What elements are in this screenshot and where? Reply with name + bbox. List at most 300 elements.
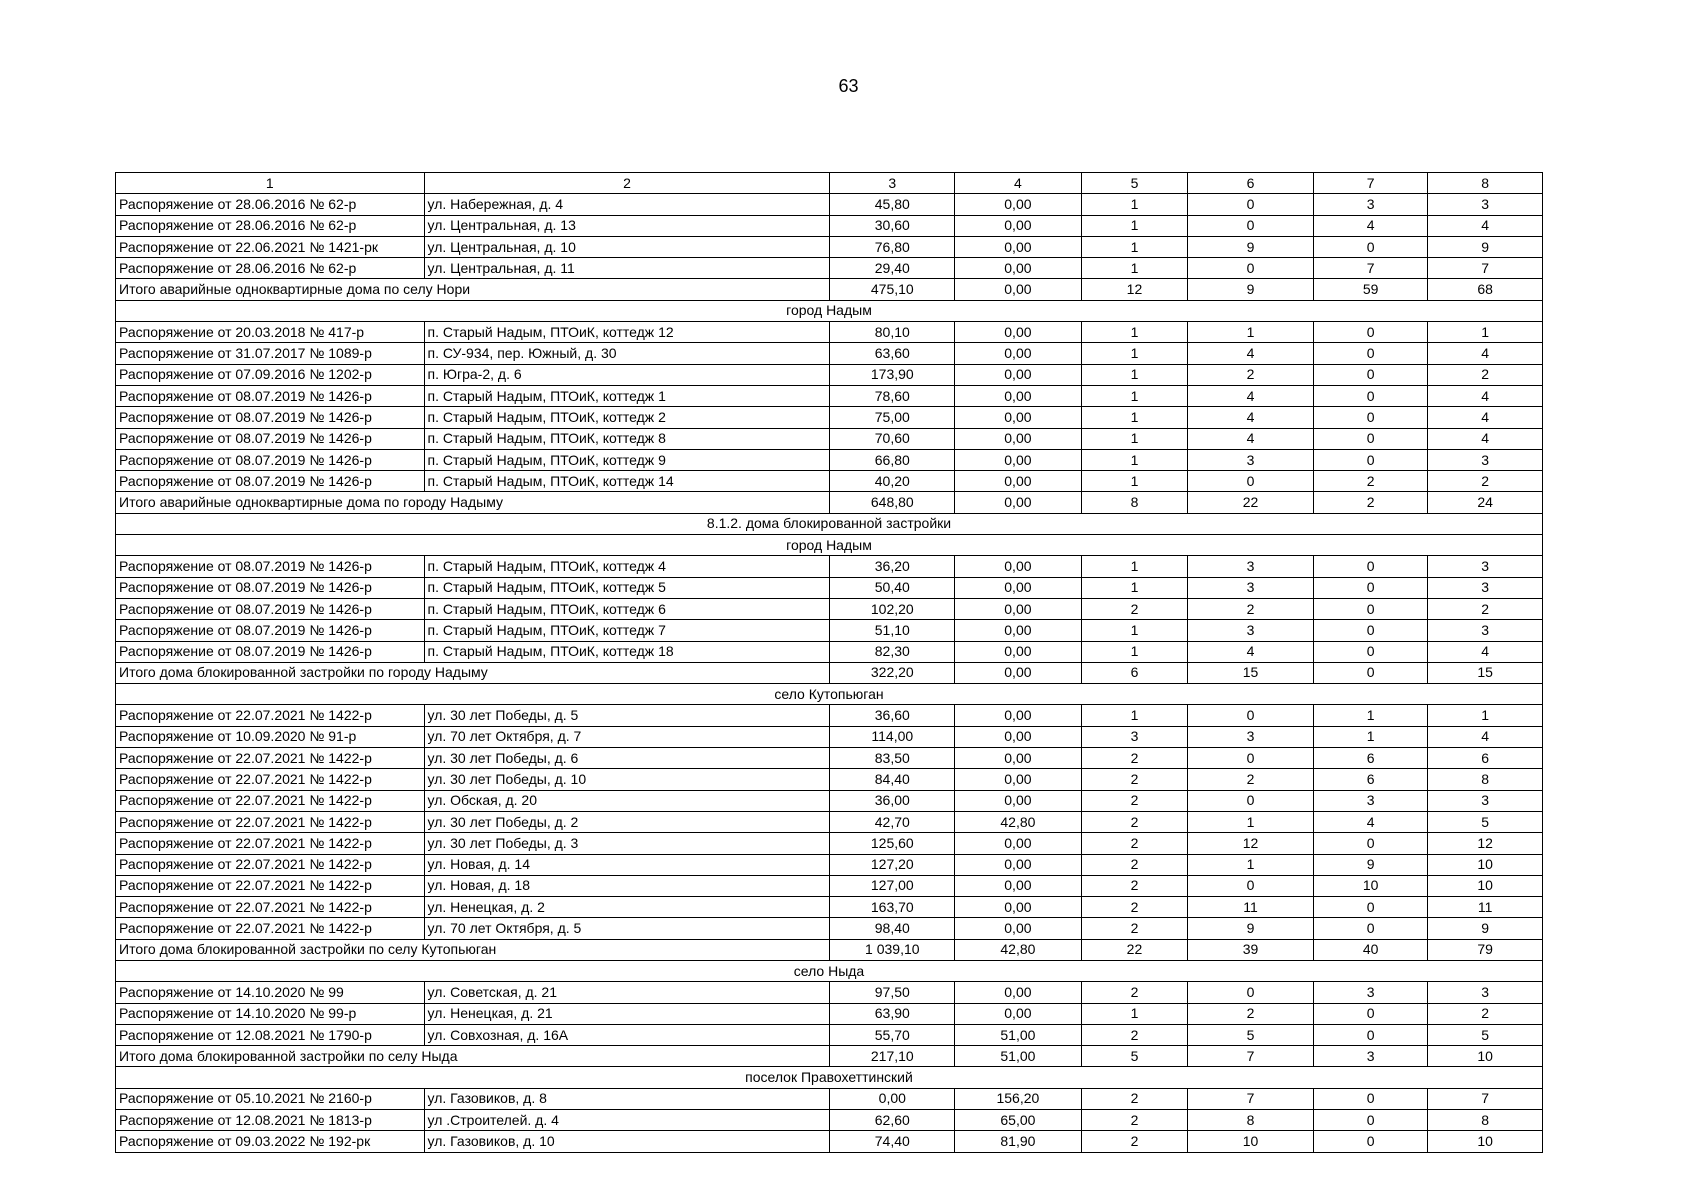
area-cell: 98,40	[830, 918, 955, 939]
count-cell: 1	[1428, 705, 1543, 726]
total-value-cell: 322,20	[830, 662, 955, 683]
count-cell: 8	[1428, 769, 1543, 790]
count-cell: 0	[1313, 833, 1428, 854]
count-cell: 4	[1188, 641, 1314, 662]
count-cell: 0	[1313, 897, 1428, 918]
count-cell: 2	[1081, 598, 1188, 619]
total-value-cell: 8	[1081, 492, 1188, 513]
count-cell: 0	[1313, 620, 1428, 641]
total-label: Итого аварийные одноквартирные дома по селу Нори	[116, 279, 830, 300]
table-row	[116, 748, 1543, 769]
count-cell: 0	[1313, 322, 1428, 343]
table-row	[116, 194, 1543, 215]
count-cell: 4	[1188, 343, 1314, 364]
table-row	[116, 449, 1543, 470]
table-row	[116, 811, 1543, 832]
total-value-cell: 9	[1188, 279, 1314, 300]
section-title: село Кутопьюган	[116, 684, 1543, 705]
header-cell: 4	[955, 173, 1082, 194]
address-cell: ул. Газовиков, д. 8	[424, 1088, 830, 1109]
count-cell: 0	[1188, 194, 1314, 215]
address-cell: ул. Совхозная, д. 16А	[424, 1024, 830, 1045]
count-cell: 2	[1188, 769, 1314, 790]
count-cell: 0	[1313, 407, 1428, 428]
count-cell: 4	[1428, 407, 1543, 428]
area-cell: 84,40	[830, 769, 955, 790]
area2-cell: 81,90	[955, 1131, 1082, 1152]
table-row	[116, 641, 1543, 662]
address-cell: ул. 30 лет Победы, д. 5	[424, 705, 830, 726]
area-cell: 50,40	[830, 577, 955, 598]
count-cell: 1	[1081, 343, 1188, 364]
document-cell: Распоряжение от 22.07.2021 № 1422-р	[116, 854, 425, 875]
total-row	[116, 279, 1543, 300]
count-cell: 0	[1313, 918, 1428, 939]
total-value-cell: 0	[1313, 662, 1428, 683]
count-cell: 12	[1188, 833, 1314, 854]
count-cell: 3	[1188, 726, 1314, 747]
count-cell: 7	[1313, 258, 1428, 279]
count-cell: 2	[1188, 598, 1314, 619]
count-cell: 0	[1313, 577, 1428, 598]
section-header-row	[116, 513, 1543, 534]
section-header-row	[116, 535, 1543, 556]
count-cell: 0	[1188, 215, 1314, 236]
table-row	[116, 726, 1543, 747]
area-cell: 42,70	[830, 811, 955, 832]
address-cell: п. Старый Надым, ПТОиК, коттедж 9	[424, 449, 830, 470]
address-cell: п. Старый Надым, ПТОиК, коттедж 6	[424, 598, 830, 619]
area-cell: 127,20	[830, 854, 955, 875]
document-cell: Распоряжение от 28.06.2016 № 62-р	[116, 258, 425, 279]
section-header-row	[116, 300, 1543, 321]
count-cell: 3	[1428, 790, 1543, 811]
document-cell: Распоряжение от 22.07.2021 № 1422-р	[116, 705, 425, 726]
address-cell: ул. 30 лет Победы, д. 6	[424, 748, 830, 769]
area-cell: 76,80	[830, 236, 955, 257]
count-cell: 3	[1188, 620, 1314, 641]
count-cell: 10	[1188, 1131, 1314, 1152]
section-header-row	[116, 684, 1543, 705]
total-row	[116, 939, 1543, 960]
document-cell: Распоряжение от 08.07.2019 № 1426-р	[116, 428, 425, 449]
total-value-cell: 51,00	[955, 1046, 1082, 1067]
document-cell: Распоряжение от 22.07.2021 № 1422-р	[116, 769, 425, 790]
count-cell: 6	[1313, 769, 1428, 790]
area2-cell: 0,00	[955, 875, 1082, 896]
total-value-cell: 648,80	[830, 492, 955, 513]
count-cell: 0	[1313, 428, 1428, 449]
total-row	[116, 492, 1543, 513]
total-value-cell: 22	[1081, 939, 1188, 960]
table-body	[116, 173, 1543, 1153]
count-cell: 8	[1428, 1110, 1543, 1131]
area-cell: 66,80	[830, 449, 955, 470]
count-cell: 2	[1081, 811, 1188, 832]
area-cell: 70,60	[830, 428, 955, 449]
count-cell: 0	[1313, 385, 1428, 406]
area-cell: 63,60	[830, 343, 955, 364]
count-cell: 1	[1081, 385, 1188, 406]
section-title: город Надым	[116, 300, 1543, 321]
count-cell: 4	[1188, 407, 1314, 428]
area2-cell: 0,00	[955, 897, 1082, 918]
total-value-cell: 40	[1313, 939, 1428, 960]
address-cell: п. Старый Надым, ПТОиК, коттедж 7	[424, 620, 830, 641]
count-cell: 6	[1428, 748, 1543, 769]
count-cell: 3	[1428, 449, 1543, 470]
count-cell: 2	[1188, 1003, 1314, 1024]
column-number-row	[116, 173, 1543, 194]
area2-cell: 0,00	[955, 215, 1082, 236]
address-cell: п. Старый Надым, ПТОиК, коттедж 8	[424, 428, 830, 449]
document-cell: Распоряжение от 22.07.2021 № 1422-р	[116, 748, 425, 769]
count-cell: 4	[1428, 343, 1543, 364]
total-value-cell: 3	[1313, 1046, 1428, 1067]
area2-cell: 0,00	[955, 322, 1082, 343]
document-cell: Распоряжение от 22.07.2021 № 1422-р	[116, 875, 425, 896]
document-cell: Распоряжение от 08.07.2019 № 1426-р	[116, 385, 425, 406]
address-cell: ул. Новая, д. 18	[424, 875, 830, 896]
address-cell: п. Югра-2, д. 6	[424, 364, 830, 385]
count-cell: 0	[1313, 1131, 1428, 1152]
total-value-cell: 42,80	[955, 939, 1082, 960]
area-cell: 97,50	[830, 982, 955, 1003]
document-cell: Распоряжение от 12.08.2021 № 1790-р	[116, 1024, 425, 1045]
document-cell: Распоряжение от 05.10.2021 № 2160-р	[116, 1088, 425, 1109]
document-cell: Распоряжение от 14.10.2020 № 99	[116, 982, 425, 1003]
count-cell: 1	[1188, 854, 1314, 875]
address-cell: ул. Газовиков, д. 10	[424, 1131, 830, 1152]
count-cell: 2	[1081, 1131, 1188, 1152]
count-cell: 0	[1313, 1003, 1428, 1024]
area2-cell: 0,00	[955, 854, 1082, 875]
count-cell: 0	[1188, 790, 1314, 811]
document-cell: Распоряжение от 08.07.2019 № 1426-р	[116, 577, 425, 598]
area-cell: 40,20	[830, 471, 955, 492]
count-cell: 1	[1313, 705, 1428, 726]
count-cell: 9	[1428, 918, 1543, 939]
page-number: 63	[838, 76, 859, 96]
section-header-row	[116, 1067, 1543, 1088]
count-cell: 10	[1428, 854, 1543, 875]
count-cell: 2	[1081, 875, 1188, 896]
count-cell: 3	[1428, 982, 1543, 1003]
area-cell: 36,20	[830, 556, 955, 577]
table-row	[116, 769, 1543, 790]
area2-cell: 0,00	[955, 556, 1082, 577]
document-cell: Распоряжение от 08.07.2019 № 1426-р	[116, 471, 425, 492]
count-cell: 5	[1188, 1024, 1314, 1045]
table-row	[116, 428, 1543, 449]
count-cell: 8	[1188, 1110, 1314, 1131]
area2-cell: 0,00	[955, 471, 1082, 492]
count-cell: 9	[1313, 854, 1428, 875]
total-label: Итого дома блокированной застройки по городу Надыму	[116, 662, 830, 683]
count-cell: 0	[1313, 449, 1428, 470]
document-cell: Распоряжение от 08.07.2019 № 1426-р	[116, 556, 425, 577]
area-cell: 75,00	[830, 407, 955, 428]
table-row	[116, 215, 1543, 236]
count-cell: 2	[1081, 918, 1188, 939]
table-row	[116, 1088, 1543, 1109]
count-cell: 4	[1428, 641, 1543, 662]
count-cell: 0	[1313, 1088, 1428, 1109]
count-cell: 1	[1081, 1003, 1188, 1024]
address-cell: п. Старый Надым, ПТОиК, коттедж 12	[424, 322, 830, 343]
count-cell: 10	[1428, 875, 1543, 896]
count-cell: 9	[1188, 236, 1314, 257]
area-cell: 78,60	[830, 385, 955, 406]
table-row	[116, 982, 1543, 1003]
table-row	[116, 471, 1543, 492]
total-value-cell: 0,00	[955, 492, 1082, 513]
count-cell: 0	[1188, 982, 1314, 1003]
total-value-cell: 22	[1188, 492, 1314, 513]
count-cell: 3	[1313, 982, 1428, 1003]
count-cell: 1	[1081, 577, 1188, 598]
document-cell: Распоряжение от 08.07.2019 № 1426-р	[116, 449, 425, 470]
address-cell: п. Старый Надым, ПТОиК, коттедж 18	[424, 641, 830, 662]
total-value-cell: 2	[1313, 492, 1428, 513]
area2-cell: 51,00	[955, 1024, 1082, 1045]
area-cell: 36,60	[830, 705, 955, 726]
address-cell: ул. Советская, д. 21	[424, 982, 830, 1003]
total-row	[116, 662, 1543, 683]
count-cell: 2	[1081, 982, 1188, 1003]
table-row	[116, 620, 1543, 641]
total-value-cell: 217,10	[830, 1046, 955, 1067]
address-cell: п. Старый Надым, ПТОиК, коттедж 5	[424, 577, 830, 598]
document-cell: Распоряжение от 08.07.2019 № 1426-р	[116, 641, 425, 662]
area-cell: 102,20	[830, 598, 955, 619]
count-cell: 0	[1188, 705, 1314, 726]
table-row	[116, 1003, 1543, 1024]
count-cell: 4	[1313, 215, 1428, 236]
count-cell: 0	[1313, 236, 1428, 257]
area2-cell: 0,00	[955, 726, 1082, 747]
count-cell: 1	[1188, 811, 1314, 832]
count-cell: 0	[1188, 748, 1314, 769]
count-cell: 1	[1188, 322, 1314, 343]
area2-cell: 0,00	[955, 407, 1082, 428]
total-value-cell: 1 039,10	[830, 939, 955, 960]
table-row	[116, 598, 1543, 619]
count-cell: 4	[1188, 428, 1314, 449]
count-cell: 2	[1428, 364, 1543, 385]
document-cell: Распоряжение от 28.06.2016 № 62-р	[116, 215, 425, 236]
address-cell: ул. Ненецкая, д. 21	[424, 1003, 830, 1024]
table-row	[116, 343, 1543, 364]
total-value-cell: 0,00	[955, 279, 1082, 300]
total-value-cell: 59	[1313, 279, 1428, 300]
area-cell: 0,00	[830, 1088, 955, 1109]
total-value-cell: 24	[1428, 492, 1543, 513]
count-cell: 0	[1313, 598, 1428, 619]
count-cell: 2	[1081, 769, 1188, 790]
total-value-cell: 39	[1188, 939, 1314, 960]
area-cell: 55,70	[830, 1024, 955, 1045]
area2-cell: 0,00	[955, 258, 1082, 279]
count-cell: 1	[1081, 449, 1188, 470]
count-cell: 1	[1081, 641, 1188, 662]
count-cell: 0	[1188, 875, 1314, 896]
area-cell: 173,90	[830, 364, 955, 385]
count-cell: 7	[1428, 258, 1543, 279]
address-cell: ул. Новая, д. 14	[424, 854, 830, 875]
table-row	[116, 385, 1543, 406]
count-cell: 5	[1428, 811, 1543, 832]
header-cell: 1	[116, 173, 425, 194]
count-cell: 2	[1428, 1003, 1543, 1024]
count-cell: 0	[1188, 471, 1314, 492]
section-title: город Надым	[116, 535, 1543, 556]
table-row	[116, 236, 1543, 257]
count-cell: 4	[1428, 385, 1543, 406]
area2-cell: 0,00	[955, 577, 1082, 598]
area-cell: 125,60	[830, 833, 955, 854]
area2-cell: 65,00	[955, 1110, 1082, 1131]
total-label: Итого дома блокированной застройки по селу Кутопьюган	[116, 939, 830, 960]
total-value-cell: 15	[1428, 662, 1543, 683]
count-cell: 3	[1313, 194, 1428, 215]
document-cell: Распоряжение от 08.07.2019 № 1426-р	[116, 598, 425, 619]
area-cell: 163,70	[830, 897, 955, 918]
count-cell: 0	[1313, 556, 1428, 577]
count-cell: 1	[1081, 194, 1188, 215]
count-cell: 4	[1313, 811, 1428, 832]
address-cell: ул. Центральная, д. 10	[424, 236, 830, 257]
count-cell: 3	[1428, 194, 1543, 215]
total-value-cell: 7	[1188, 1046, 1314, 1067]
section-title: село Ныда	[116, 960, 1543, 981]
count-cell: 2	[1313, 471, 1428, 492]
address-cell: ул. Центральная, д. 11	[424, 258, 830, 279]
table-row	[116, 854, 1543, 875]
document-cell: Распоряжение от 14.10.2020 № 99-р	[116, 1003, 425, 1024]
area-cell: 83,50	[830, 748, 955, 769]
count-cell: 2	[1188, 364, 1314, 385]
total-label: Итого аварийные одноквартирные дома по городу Надыму	[116, 492, 830, 513]
area2-cell: 0,00	[955, 449, 1082, 470]
count-cell: 1	[1081, 620, 1188, 641]
count-cell: 2	[1081, 1088, 1188, 1109]
document-cell: Распоряжение от 09.03.2022 № 192-рк	[116, 1131, 425, 1152]
count-cell: 4	[1428, 428, 1543, 449]
total-value-cell: 475,10	[830, 279, 955, 300]
table-row	[116, 1131, 1543, 1152]
total-value-cell: 68	[1428, 279, 1543, 300]
table-row	[116, 577, 1543, 598]
table-row	[116, 875, 1543, 896]
housing-register-table	[115, 172, 1543, 1153]
count-cell: 1	[1081, 258, 1188, 279]
area-cell: 127,00	[830, 875, 955, 896]
count-cell: 1	[1081, 556, 1188, 577]
total-value-cell: 6	[1081, 662, 1188, 683]
count-cell: 1	[1428, 322, 1543, 343]
count-cell: 12	[1428, 833, 1543, 854]
table-row	[116, 918, 1543, 939]
document-cell: Распоряжение от 28.06.2016 № 62-р	[116, 194, 425, 215]
count-cell: 1	[1081, 428, 1188, 449]
total-value-cell: 0,00	[955, 662, 1082, 683]
table-row	[116, 897, 1543, 918]
area2-cell: 0,00	[955, 598, 1082, 619]
count-cell: 1	[1081, 236, 1188, 257]
area-cell: 30,60	[830, 215, 955, 236]
area2-cell: 0,00	[955, 833, 1082, 854]
address-cell: п. Старый Надым, ПТОиК, коттедж 1	[424, 385, 830, 406]
header-cell: 5	[1081, 173, 1188, 194]
section-title: поселок Правохеттинский	[116, 1067, 1543, 1088]
count-cell: 7	[1428, 1088, 1543, 1109]
total-value-cell: 79	[1428, 939, 1543, 960]
count-cell: 1	[1081, 407, 1188, 428]
count-cell: 0	[1313, 343, 1428, 364]
count-cell: 4	[1188, 385, 1314, 406]
address-cell: ул. 70 лет Октября, д. 5	[424, 918, 830, 939]
area-cell: 114,00	[830, 726, 955, 747]
table-row	[116, 556, 1543, 577]
count-cell: 5	[1428, 1024, 1543, 1045]
count-cell: 3	[1188, 449, 1314, 470]
count-cell: 3	[1313, 790, 1428, 811]
header-cell: 7	[1313, 173, 1428, 194]
count-cell: 2	[1081, 897, 1188, 918]
document-cell: Распоряжение от 22.06.2021 № 1421-рк	[116, 236, 425, 257]
count-cell: 2	[1428, 471, 1543, 492]
area2-cell: 0,00	[955, 641, 1082, 662]
count-cell: 11	[1428, 897, 1543, 918]
area2-cell: 0,00	[955, 194, 1082, 215]
document-cell: Распоряжение от 08.07.2019 № 1426-р	[116, 407, 425, 428]
count-cell: 0	[1313, 641, 1428, 662]
address-cell: ул. Центральная, д. 13	[424, 215, 830, 236]
count-cell: 3	[1081, 726, 1188, 747]
area2-cell: 0,00	[955, 705, 1082, 726]
address-cell: ул. Набережная, д. 4	[424, 194, 830, 215]
area-cell: 82,30	[830, 641, 955, 662]
count-cell: 4	[1428, 215, 1543, 236]
document-cell: Распоряжение от 22.07.2021 № 1422-р	[116, 918, 425, 939]
area2-cell: 0,00	[955, 364, 1082, 385]
total-value-cell: 12	[1081, 279, 1188, 300]
count-cell: 9	[1428, 236, 1543, 257]
count-cell: 2	[1081, 748, 1188, 769]
area-cell: 80,10	[830, 322, 955, 343]
area2-cell: 156,20	[955, 1088, 1082, 1109]
area-cell: 36,00	[830, 790, 955, 811]
table-row	[116, 705, 1543, 726]
address-cell: п. Старый Надым, ПТОиК, коттедж 2	[424, 407, 830, 428]
table-row	[116, 322, 1543, 343]
area-cell: 29,40	[830, 258, 955, 279]
document-cell: Распоряжение от 22.07.2021 № 1422-р	[116, 897, 425, 918]
address-cell: ул. 30 лет Победы, д. 3	[424, 833, 830, 854]
count-cell: 0	[1313, 1110, 1428, 1131]
count-cell: 2	[1081, 1110, 1188, 1131]
count-cell: 1	[1313, 726, 1428, 747]
count-cell: 10	[1428, 1131, 1543, 1152]
table-row	[116, 1110, 1543, 1131]
table-row	[116, 790, 1543, 811]
area2-cell: 0,00	[955, 428, 1082, 449]
area-cell: 63,90	[830, 1003, 955, 1024]
count-cell: 2	[1428, 598, 1543, 619]
count-cell: 1	[1081, 364, 1188, 385]
section-title: 8.1.2. дома блокированной застройки	[116, 513, 1543, 534]
